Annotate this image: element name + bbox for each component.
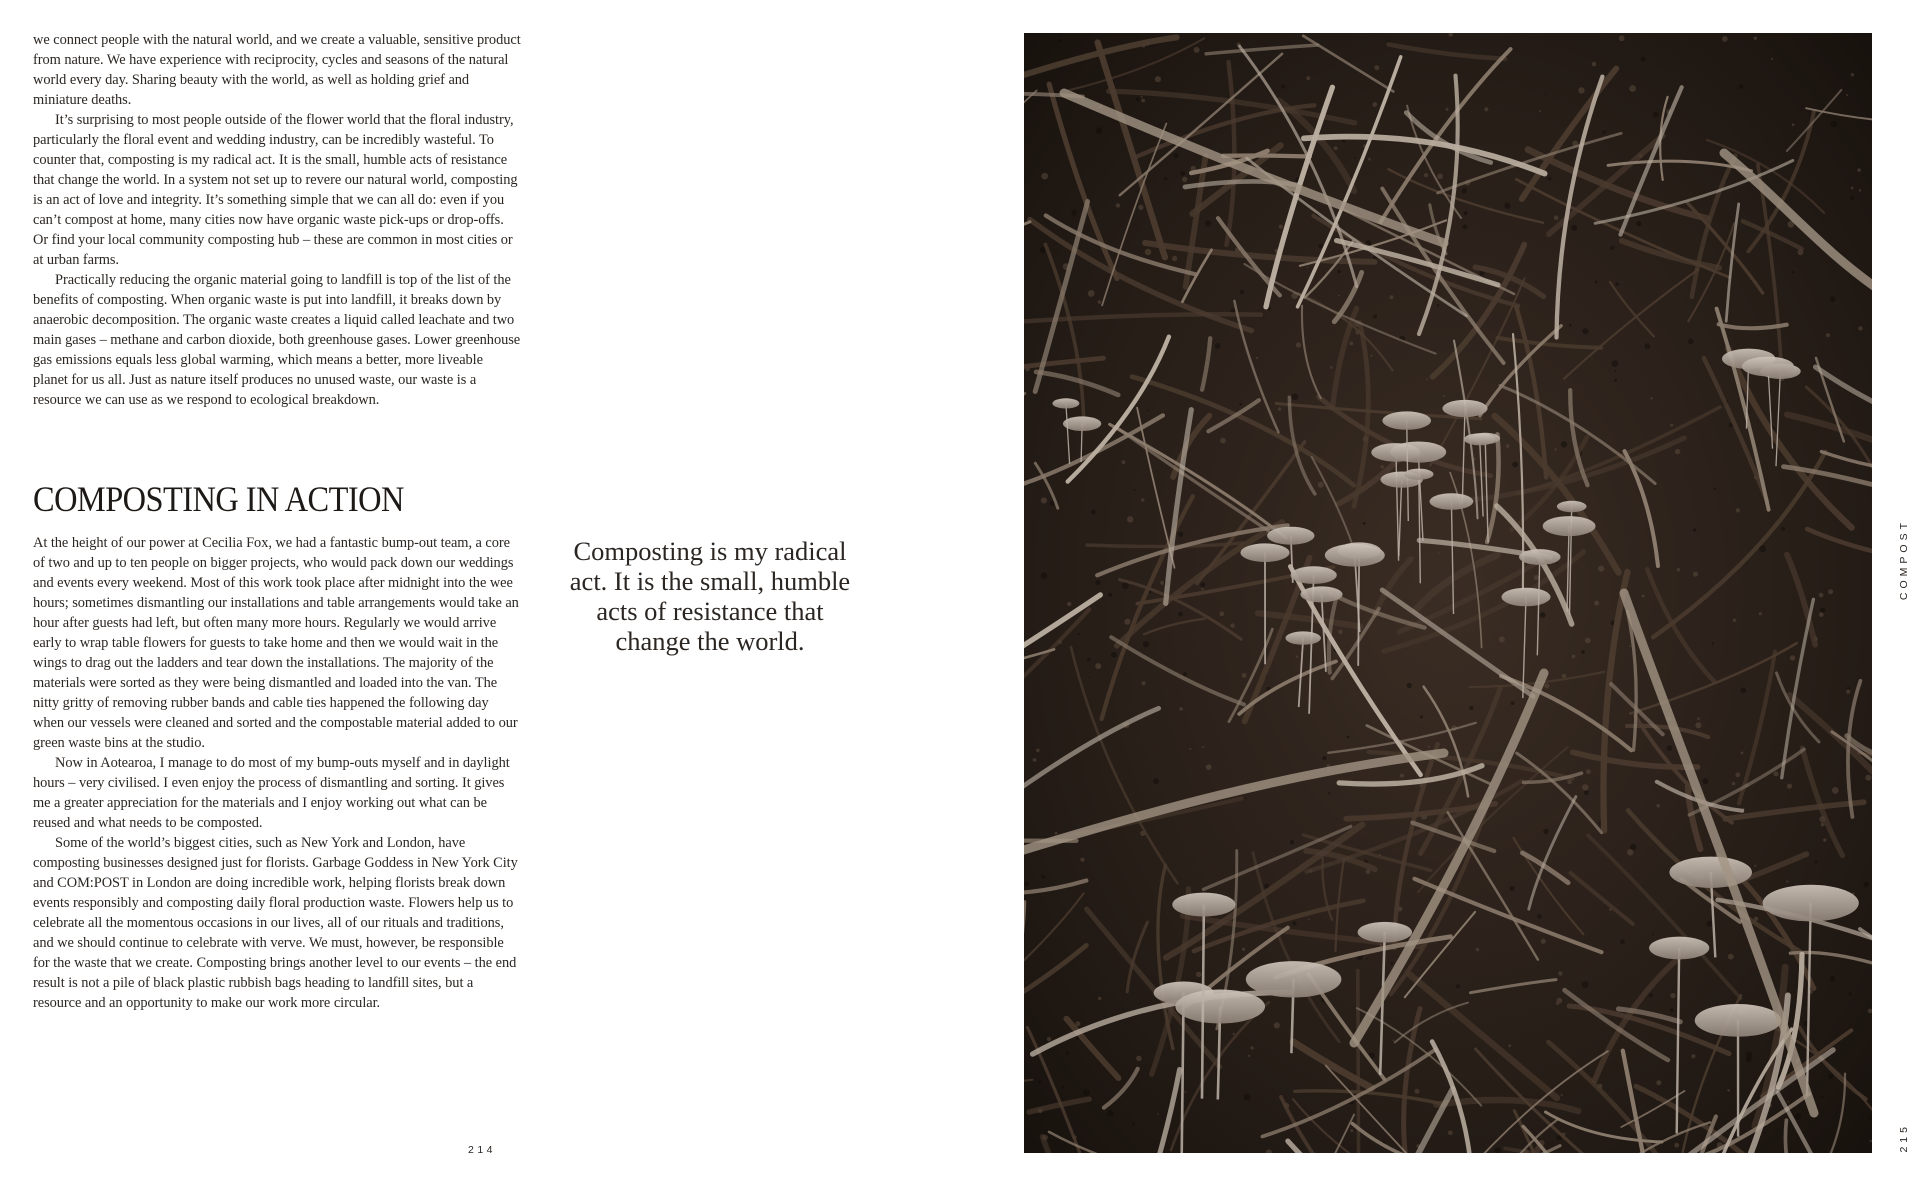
intro-text-column (33, 30, 521, 410)
body-paragraph: we connect people with the natural world, and we create a valuable, sensitive product from nature. We have experience with reciprocity, cycles and seasons of the natural world every day. Sharing beauty with the world, as well as holding grief and miniature deaths. (33, 32, 521, 108)
body-paragraph: Now in Aotearoa, I manage to do most of my bump-outs myself and in daylight hours – very civilised. I even enjoy the process of dismantling and sorting. It gives me a greater appreciation for the materials and I enjoy working out what can be reused and what needs to be composted. (33, 755, 510, 831)
mushrooms-in-compost-photo (1024, 33, 1872, 1153)
pull-quote: Composting is my radical act. It is the small, humble acts of resistance that change the world. (569, 536, 851, 656)
page-number-right: 215 (1898, 1123, 1910, 1153)
body-paragraph: At the height of our power at Cecilia Fox, we had a fantastic bump-out team, a core of two and up to ten people on bigger projects, who would pack down our weddings and events every weekend. Most of this work took place after midnight into the wee hours; sometimes dismantling our installations and table arrangements would take an hour after guests had left, but often many more hours. Regularly we would arrive early to wrap table flowers for guests to take home and then we would wait in the wings to drag out the ladders and tear down the installations. The majority of the materials were sorted as they were being dismantled and loaded into the van. The nitty gritty of removing rubber bands and cable ties happened the following day when our vessels were cleaned and sorted and the compostable material added to our green waste bins at the studio. (33, 535, 519, 751)
body-paragraph: Some of the world’s biggest cities, such as New York and London, have composting businesses designed just for florists. Garbage Goddess in New York City and COM:POST in London are doing incredible work, helping florists break down events responsibly and composting daily floral production waste. Flowers help us to celebrate all the momentous occasions in our lives, all of our rituals and traditions, and we should continue to celebrate with verve. We must, however, be responsible for the waste that we create. Composting brings another level to our events – the end result is not a pile of black plastic rubbish bags heading to landfill sites, but a resource and an opportunity to make our work more circular. (33, 835, 518, 1011)
running-head: COMPOST (1898, 519, 1910, 601)
section-heading: COMPOSTING IN ACTION (33, 479, 404, 519)
page-number-left: 214 (468, 1144, 497, 1156)
body-paragraph: It’s surprising to most people outside of the flower world that the floral industry, particularly the floral event and wedding industry, can be incredibly wasteful. To counter that, composting is my radical act. It is the small, humble acts of resistance that change the world. In a system not set up to revere our natural world, composting is an act of love and integrity. It’s something simple that we can all do: even if you can’t compost at home, many cities now have organic waste pick-ups or drop-offs. Or find your local community composting hub – these are common in most cities or at urban farms. (33, 112, 518, 268)
section-text-column (33, 533, 521, 1013)
body-paragraph: Practically reducing the organic material going to landfill is top of the list of the benefits of composting. When organic waste is put into landfill, it breaks down by anaerobic decomposition. The organic waste creates a liquid called leachate and two main gases – methane and carbon dioxide, both greenhouse gases. Lower greenhouse gas emissions equals less global warming, which means a better, more liveable planet for us all. Just as nature itself produces no unused waste, our waste is a resource we can use as we respond to ecological breakdown. (33, 272, 521, 408)
photo-illustration (1024, 33, 1872, 1153)
